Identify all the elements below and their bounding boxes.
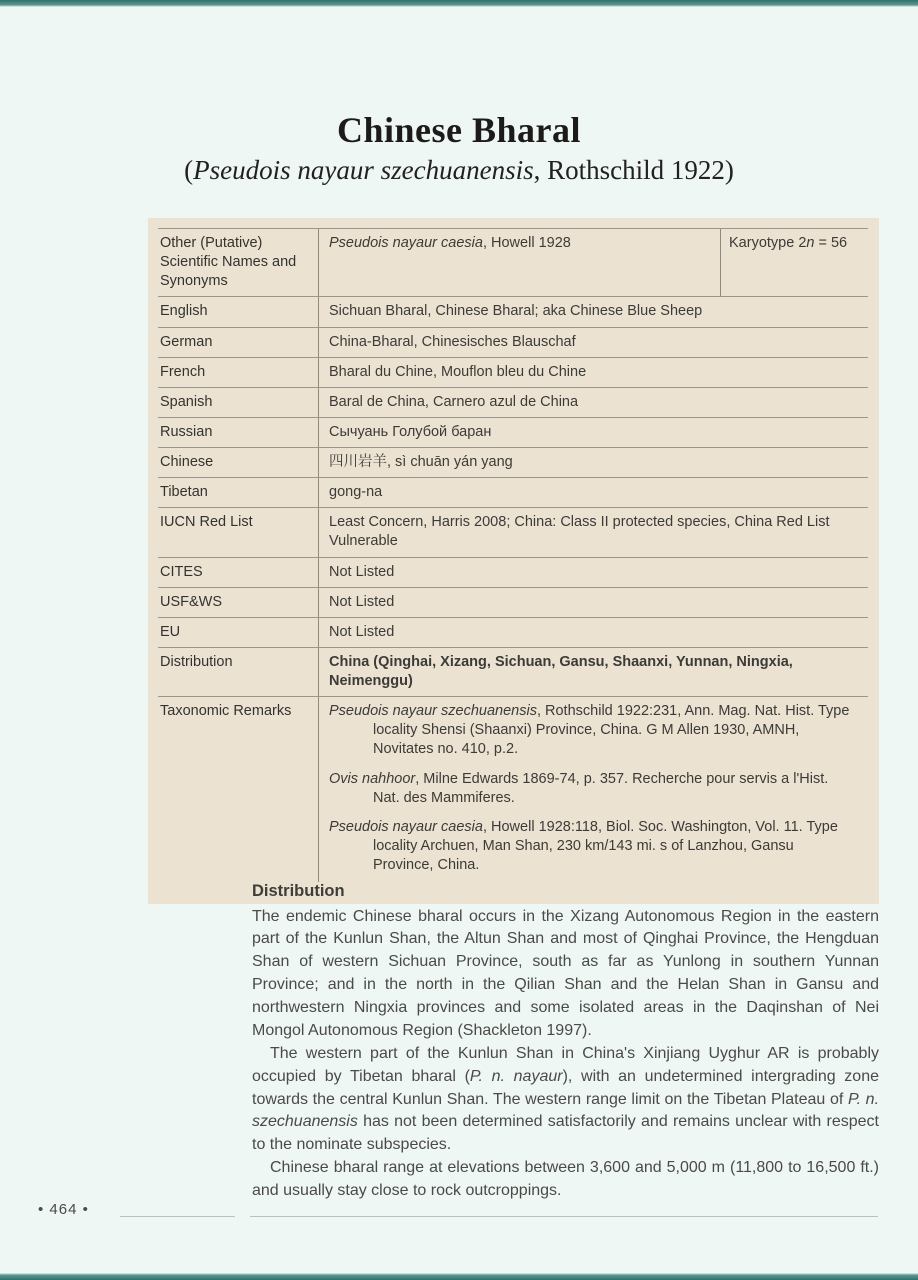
row-value: Sichuan Bharal, Chinese Bharal; aka Chinese Blue Sheep: [318, 297, 868, 326]
row-label: French: [160, 363, 206, 380]
row-label: USF&WS: [160, 593, 223, 610]
page-subtitle: [94, 155, 824, 186]
karyotype-n: n: [806, 235, 815, 251]
distribution-paragraph-3: Chinese bharal range at elevations between 3,600 and 5,000 m (11,800 to 16,500 ft.) and usually stay close to rock outcroppings.: [252, 1159, 879, 1200]
row-label: Distribution: [160, 653, 233, 670]
table-row-eu: [158, 617, 868, 647]
citation-text: , Howell 1928:118, Biol. Soc. Washington, Vol. 11. Type locality Archuen, Man Shan, 230 km/143 mi. s of Lanzhou, Gansu Province, China.: [373, 818, 838, 873]
citation-text: , Milne Edwards 1869-74, p. 357. Recherche pour servis a l'Hist. Nat. des Mammiferes.: [373, 770, 829, 806]
table-row-russian: [158, 417, 868, 447]
distribution-heading: Distribution: [252, 882, 345, 900]
row-label: German: [160, 333, 213, 350]
row-label: Tibetan: [160, 484, 208, 501]
subtitle-author-year: , Rothschild 1922): [533, 155, 734, 186]
row-value: Baral de China, Carnero azul de China: [318, 388, 868, 417]
species-name: P. n. nayaur: [469, 1067, 563, 1085]
row-label: Other (Putative) Scientific Names and Synonyms: [160, 235, 297, 290]
citation-text: , Rothschild 1922:231, Ann. Mag. Nat. Hist. Type locality Shensi (Shaanxi) Province, China. G M Allen 1930, AMNH, Novitates no. 410, p.2.: [373, 703, 850, 758]
footer-rule: [250, 1216, 878, 1217]
taxonomic-remarks-value: [318, 697, 868, 882]
species-name: Pseudois nayaur szechuanensis: [329, 703, 537, 720]
row-label: Spanish: [160, 393, 213, 410]
page-top-edge: [0, 0, 918, 7]
species-name: Ovis nahhoor: [329, 770, 416, 787]
species-info-rows: [158, 228, 868, 882]
karyotype-text: Karyotype 2: [729, 235, 807, 251]
distribution-paragraph-1: The endemic Chinese bharal occurs in the Xizang Autonomous Region in the eastern part of the Kunlun Shan, the Altun Shan and most of Qinghai Province, the Hengduan Shan of western Sichuan Province, south as far as Yunlong in southern Yunnan Province; and in the north in the Qilian Shan and the Helan Shan in Gansu and northwestern Ningxia provinces and some isolated areas in the Daqinshan of Nei Mongol Autonomous Region (Shackleton 1997).: [252, 907, 879, 1039]
title-block: [94, 110, 824, 186]
table-row-german: [158, 327, 868, 357]
table-row-distribution: [158, 647, 868, 696]
synonym-species-name: Pseudois nayaur caesia: [329, 235, 483, 251]
table-row-english: [158, 296, 868, 326]
table-row-chinese: [158, 447, 868, 477]
row-label: Taxonomic Remarks: [160, 703, 292, 720]
body-text: ), with an undetermined intergrading zone towards the central Kunlun Shan. The western range limit on the Tibetan Plateau of: [252, 1067, 880, 1108]
species-info-table: [148, 218, 879, 904]
table-row-synonyms: [158, 229, 868, 296]
row-label: IUCN Red List: [160, 514, 253, 531]
taxonomic-paragraph: [329, 702, 858, 759]
table-row-usfws: [158, 587, 868, 617]
distribution-section: [252, 880, 879, 1203]
subtitle-species-name: Pseudois nayaur szechuanensis: [193, 155, 534, 186]
row-value: Сычуань Голубой баран: [318, 418, 868, 447]
synonym-author: , Howell 1928: [482, 235, 571, 251]
table-row-french: [158, 357, 868, 387]
subtitle-open: (: [184, 155, 194, 186]
row-value: 四川岩羊, sì chuān yán yang: [318, 448, 868, 477]
row-label: English: [160, 303, 208, 320]
row-value: Least Concern, Harris 2008; China: Class II protected species, China Red List Vulnerable: [318, 508, 868, 556]
taxonomic-paragraph: [329, 770, 858, 808]
body-text: has not been determined satisfactorily and remains unclear with respect to the nominate subspecies.: [252, 1113, 879, 1154]
row-value: gong-na: [318, 478, 868, 507]
table-row-cites: [158, 557, 868, 587]
table-row-taxonomic-remarks: [158, 696, 868, 882]
synonyms-value: [318, 229, 720, 296]
row-value: Bharal du Chine, Mouflon bleu du Chine: [318, 358, 868, 387]
table-row-tibetan: [158, 477, 868, 507]
page-number: • 464 •: [38, 1201, 89, 1218]
taxonomic-paragraph: [329, 818, 858, 875]
row-label: EU: [160, 623, 181, 640]
row-value: Not Listed: [318, 618, 868, 647]
row-value: Not Listed: [318, 588, 868, 617]
karyotype-cell: [720, 229, 868, 296]
row-value: Not Listed: [318, 558, 868, 587]
row-label: Chinese: [160, 454, 214, 470]
species-name: Pseudois nayaur caesia: [329, 818, 483, 835]
page-title: Chinese Bharal: [336, 110, 582, 150]
distribution-paragraph-2: [252, 1043, 879, 1157]
karyotype-value: = 56: [814, 235, 848, 251]
page-bottom-edge: [0, 1273, 918, 1280]
table-row-iucn: [158, 507, 868, 556]
body-text: The western part of the Kunlun Shan in China's Xinjiang Uyghur AR is probably occupied by Tibetan bharal (: [252, 1044, 879, 1085]
row-value: China-Bharal, Chinesisches Blauschaf: [318, 328, 868, 357]
species-name: P. n. szechuanensis: [252, 1090, 880, 1131]
table-row-spanish: [158, 387, 868, 417]
row-label: CITES: [160, 563, 203, 580]
row-value: China (Qinghai, Xizang, Sichuan, Gansu, Shaanxi, Yunnan, Ningxia, Neimenggu): [318, 648, 868, 696]
row-label: Russian: [160, 423, 213, 440]
footer-rule: [120, 1216, 235, 1217]
